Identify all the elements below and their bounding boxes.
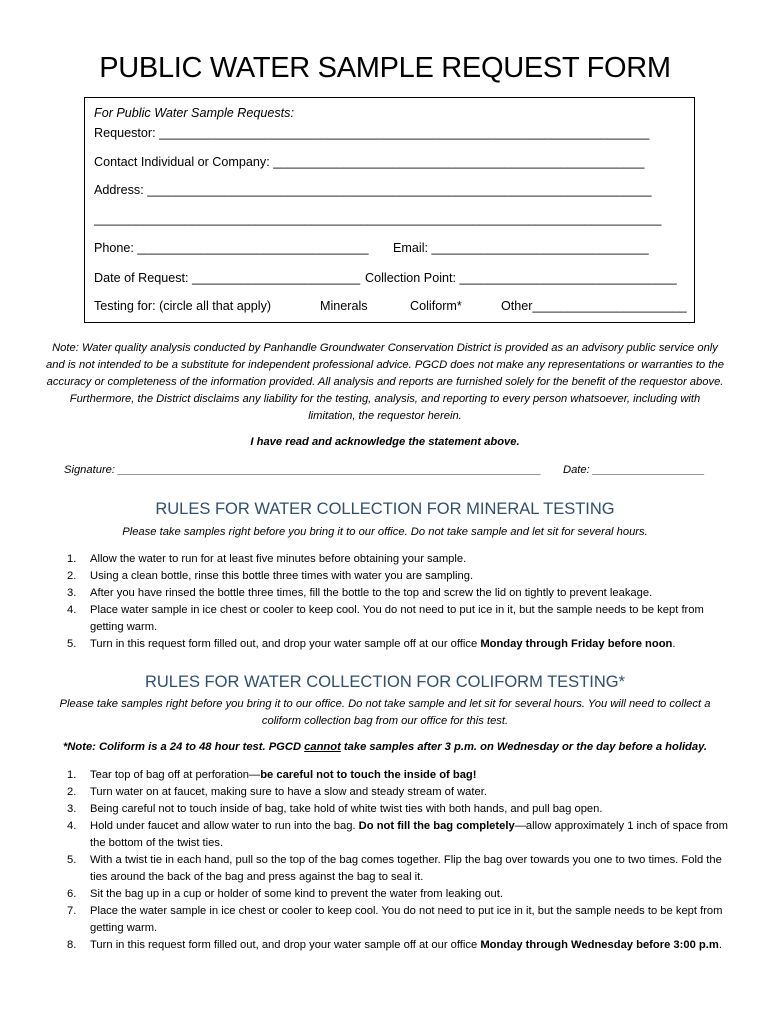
date-field[interactable]: Date: __________________: [563, 464, 705, 476]
coliform-option[interactable]: Coliform*: [410, 299, 462, 313]
coliform-rule-item: [54, 937, 734, 954]
coliform-rule-item: [54, 886, 734, 903]
mineral-rule-item: [54, 602, 734, 636]
contact-field[interactable]: Contact Individual or Company: _____________________________________________________: [94, 155, 645, 169]
coliform-rule-item: [54, 818, 734, 852]
rule-number: 1.: [67, 553, 77, 565]
rule-text-pre: Hold under faucet and allow water to run into the bag.: [90, 820, 359, 832]
mineral-heading: RULES FOR WATER COLLECTION FOR MINERAL TESTING: [155, 500, 615, 518]
rule-text: Using a clean bottle, rinse this bottle three times with water you are sampling.: [90, 570, 474, 582]
rule-number: 5.: [67, 854, 77, 866]
mineral-rule-item: [54, 551, 734, 568]
rule-number: 3.: [67, 803, 77, 815]
mineral-rule-item: [54, 568, 734, 585]
rule-text-bold: Monday through Friday before noon: [480, 638, 673, 650]
rule-number: 4.: [67, 820, 77, 832]
rule-number: 8.: [67, 939, 77, 951]
rule-text: Being careful not to touch inside of bag, take hold of white twist ties with both hands, and pull bag open.: [90, 803, 603, 815]
coliform-rule-item: [54, 784, 734, 801]
coliform-warning: *Note: Coliform is a 24 to 48 hour test. PGCD cannot take samples after 3 p.m. on Wednesday or the day before a holiday.: [62, 741, 708, 753]
rule-number: 5.: [67, 638, 77, 650]
coliform-rule-item: [54, 801, 734, 818]
disclaimer-note: Note: Water quality analysis conducted by Panhandle Groundwater Conservation District is provided as an advisory public service only and is not intended to be a substitute for independent professional advice. PGCD does not make any representations or warranties to the accuracy or completeness of the information provided. All analysis and reports are furnished solely for the benefit of the requestor above. Furthermore, the District disclaims any liability for the testing, analysis, and reporting to every person whatsoever, including with limitation, the requestor herein.: [46, 342, 724, 423]
rule-text-pre: Tear top of bag off at perforation—: [90, 769, 261, 781]
rule-text: After you have rinsed the bottle three times, fill the bottle to the top and screw the lid on tightly to prevent leakage.: [90, 587, 653, 599]
rule-text-pre: Turn in this request form filled out, and drop your water sample off at our office: [90, 939, 481, 951]
rule-number: 6.: [67, 888, 77, 900]
rule-number: 2.: [67, 786, 77, 798]
rule-text-post: .: [718, 939, 722, 951]
coliform-rule-item: [54, 852, 734, 886]
phone-field[interactable]: Phone: _________________________________: [94, 241, 369, 255]
rule-text-pre: Turn in this request form filled out, and drop your water sample off at our office: [90, 638, 481, 650]
signature-field[interactable]: Signature: ____________________________________________________________________: [64, 464, 542, 476]
rule-number: 1.: [67, 769, 77, 781]
rule-text-bold: Do not fill the bag completely: [358, 820, 515, 832]
page-title: PUBLIC WATER SAMPLE REQUEST FORM: [99, 52, 671, 84]
rule-number: 2.: [67, 570, 77, 582]
rule-number: 3.: [67, 587, 77, 599]
rule-text-post: —allow approximately 1 inch of space from the bottom of the twist ties.: [90, 820, 728, 849]
rule-text: Place the water sample in ice chest or cooler to keep cool. You do not need to put ice in it, but the sample needs to be kept from getting warm.: [90, 905, 723, 934]
coliform-subnote: Please take samples right before you bring it to our office. Do not take sample and let sit for several hours. You will need to collect a coliform collection bag from our office for this test.: [59, 698, 711, 727]
collection-point-field[interactable]: Collection Point: _______________________________: [365, 271, 677, 285]
acknowledge-statement: I have read and acknowledge the statement above.: [250, 436, 520, 448]
coliform-rule-item: [54, 903, 734, 937]
rule-number: 7.: [67, 905, 77, 917]
mineral-rule-item: [54, 585, 734, 602]
email-field[interactable]: Email: _______________________________: [393, 241, 649, 255]
rule-text: Sit the bag up in a cup or holder of some kind to prevent the water from leaking out.: [90, 888, 503, 900]
mineral-subnote: Please take samples right before you bring it to our office. Do not take sample and let sit for several hours.: [122, 526, 648, 538]
testing-for-label: Testing for: (circle all that apply): [94, 299, 272, 313]
rule-text: Allow the water to run for at least five minutes before obtaining your sample.: [90, 553, 467, 565]
rule-text: With a twist tie in each hand, pull so the top of the bag comes together. Flip the bag over towards you one to two times. Fold the ties around the back of the bag and press against the bag to seal it.: [90, 854, 722, 883]
mineral-rules-list: [54, 551, 734, 653]
minerals-option[interactable]: Minerals: [320, 299, 368, 313]
address-field[interactable]: Address: ________________________________________________________________________: [94, 183, 652, 197]
date-of-request-field[interactable]: Date of Request: ________________________: [94, 271, 361, 285]
coliform-rule-item: [54, 767, 734, 784]
other-option[interactable]: Other______________________: [501, 299, 687, 313]
rule-text: Place water sample in ice chest or cooler to keep cool. You do not need to put ice in it, but the sample needs to be kept from getting warm.: [90, 604, 704, 633]
form-header: For Public Water Sample Requests:: [94, 106, 294, 120]
coliform-heading: RULES FOR WATER COLLECTION FOR COLIFORM TESTING*: [144, 673, 626, 691]
rule-text: Turn water on at faucet, making sure to have a slow and steady stream of water.: [90, 786, 487, 798]
mineral-rule-item: [54, 636, 734, 653]
rule-text-bold: be careful not to touch the inside of bag!: [260, 769, 477, 781]
coliform-rules-list: [54, 767, 734, 954]
requestor-field[interactable]: Requestor: ______________________________________________________________________: [94, 126, 650, 140]
rule-number: 4.: [67, 604, 77, 616]
rule-text-post: .: [672, 638, 676, 650]
rule-text-bold: Monday through Wednesday before 3:00 p.m: [480, 939, 719, 951]
address-line2-field[interactable]: _________________________________________________________________________________: [94, 212, 662, 226]
